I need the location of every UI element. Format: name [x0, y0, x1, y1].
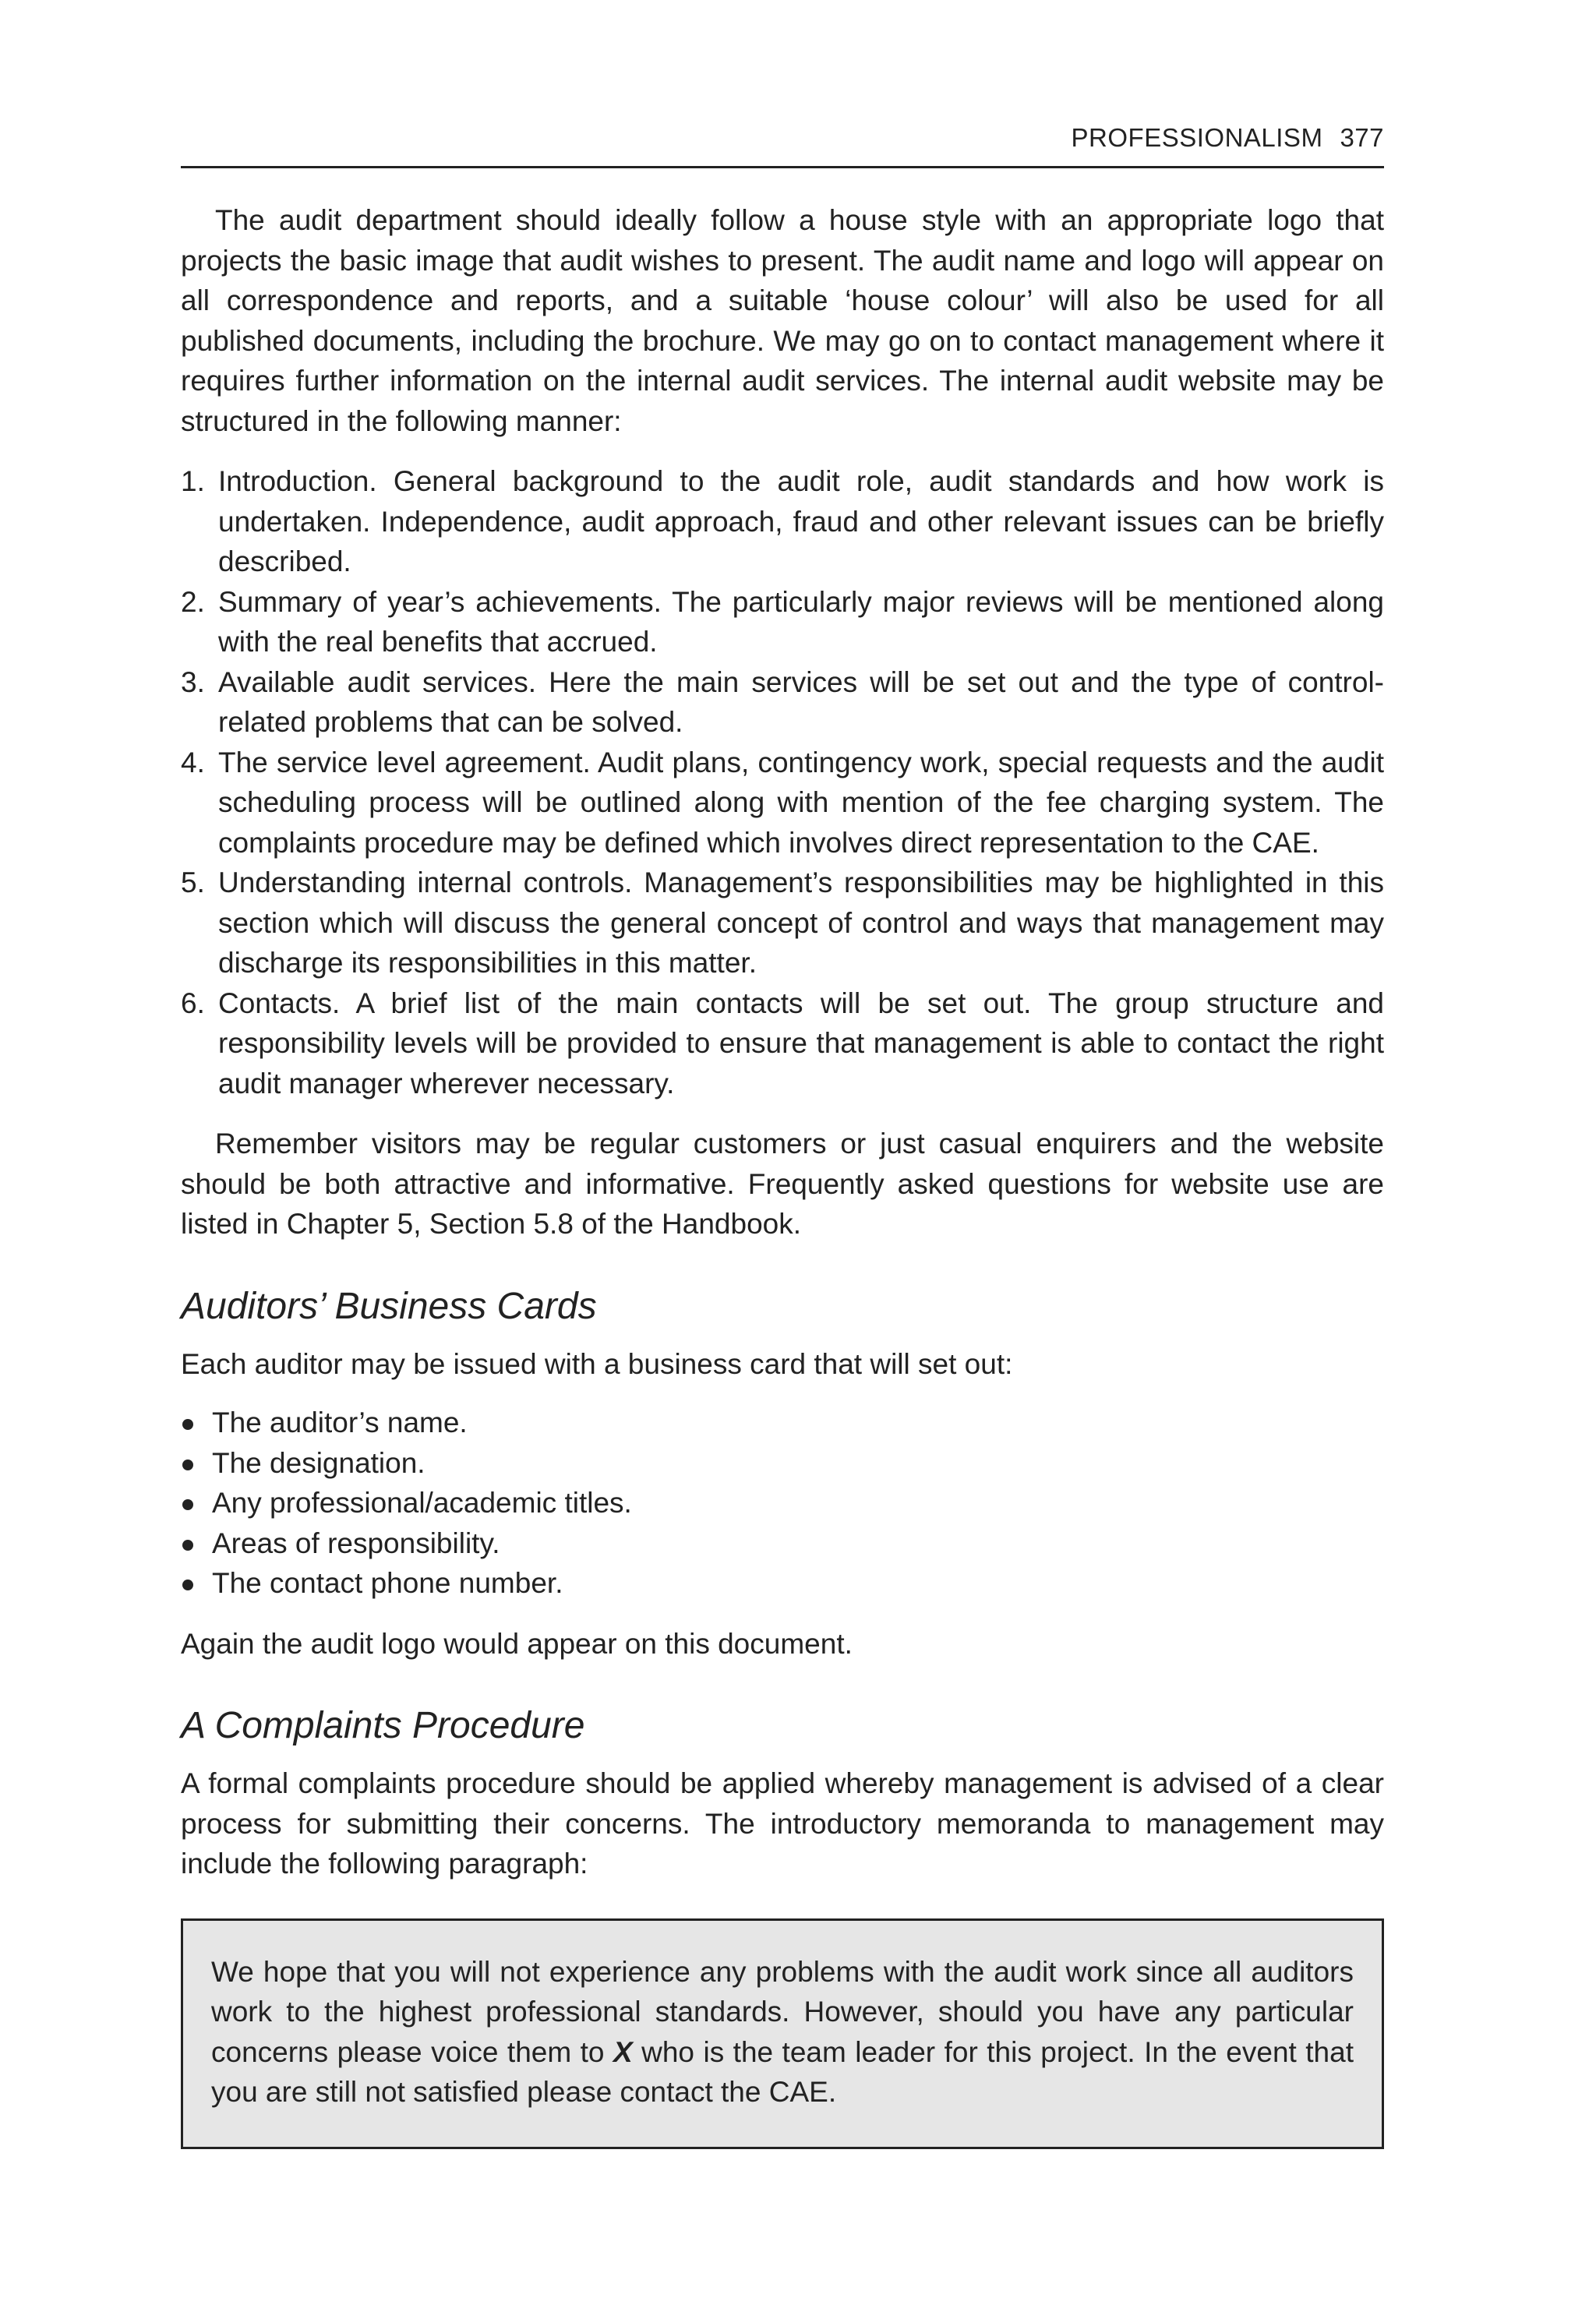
list-number: 6.	[181, 987, 205, 1019]
bullet-text: Any professional/academic titles.	[212, 1487, 632, 1519]
sample-text-end: who is the team leader for this project. In the event that you are still not satisfied please contact the CAE.	[211, 2035, 1354, 2108]
list-item-text: Contacts. A brief list of the main contacts will be set out. The group structure and responsibility levels will be provided to ensure that management is able to contact the right audit manager wherever necessary.	[218, 987, 1384, 1099]
bullet-text: Areas of responsibility.	[212, 1527, 500, 1559]
list-number: 2.	[181, 585, 205, 618]
bullet-text: The designation.	[212, 1446, 425, 1479]
bullet-icon	[182, 1419, 193, 1430]
bullet-icon	[182, 1460, 193, 1470]
list-item-text: Available audit services. Here the main services will be set out and the type of control-related problems that can be solved.	[218, 665, 1384, 738]
bullet-item	[181, 1523, 1384, 1564]
running-header	[1072, 123, 1384, 153]
list-item	[181, 743, 1384, 863]
bullet-item	[181, 1403, 1384, 1443]
list-number: 3.	[181, 665, 205, 698]
business-cards-heading: Auditors’ Business Cards	[181, 1285, 597, 1327]
list-item-text: Introduction. General background to the audit role, audit standards and how work is undertaken. Independence, audit approach, fraud and other relevant issues can be briefly described.	[218, 465, 1384, 577]
list-item	[181, 662, 1384, 743]
list-item	[181, 582, 1384, 662]
running-title: PROFESSIONALISM	[1071, 123, 1323, 152]
bullet-text: The auditor’s name.	[212, 1407, 468, 1438]
intro-paragraph: The audit department should ideally follow a house style with an appropriate logo that projects the basic image that audit wishes to present. The audit name and logo will appear on all correspondence and reports, and a suitable ‘house colour’ will also be used for all published documents, including the brochure. We may go on to contact management where it requires further information on the internal audit services. The internal audit website may be structured in the following manner:	[181, 204, 1384, 437]
list-item-text: The service level agreement. Audit plans, contingency work, special requests and the audit scheduling process will be outlined along with mention of the fee charging system. The complaints procedure may be defined which involves direct representation to the CAE.	[218, 746, 1384, 859]
list-item-text: Summary of year’s achievements. The particularly major reviews will be mentioned along with the real benefits that accrued.	[218, 585, 1384, 658]
complaints-intro: A formal complaints procedure should be applied whereby management is advised of a clear process for submitting their concerns. The introductory memoranda to management may include the following paragraph:	[181, 1767, 1384, 1880]
complaints-heading: A Complaints Procedure	[181, 1705, 585, 1746]
bullet-item	[181, 1483, 1384, 1523]
sample-paragraph-box	[181, 1918, 1384, 2149]
business-cards-intro: Each auditor may be issued with a business card that will set out:	[181, 1347, 1013, 1380]
list-item	[181, 983, 1384, 1104]
header-rule	[181, 166, 1384, 168]
list-number: 1.	[181, 465, 205, 497]
bullet-item	[181, 1563, 1384, 1604]
bullet-icon	[182, 1540, 193, 1551]
list-item	[181, 461, 1384, 582]
sample-paragraph	[211, 1952, 1354, 2113]
business-cards-closing: Again the audit logo would appear on this document.	[181, 1627, 853, 1660]
list-number: 5.	[181, 867, 205, 898]
visitors-paragraph: Remember visitors may be regular customers or just casual enquirers and the website should be both attractive and informative. Frequently asked questions for website use are listed in Chapter 5, Section 5.8 of the Handbook.	[181, 1128, 1384, 1240]
bullet-icon	[182, 1499, 193, 1510]
bullet-item	[181, 1443, 1384, 1484]
bullet-text: The contact phone number.	[212, 1567, 563, 1599]
page-number: 377	[1340, 123, 1384, 152]
website-structure-list	[181, 461, 1384, 1103]
business-card-fields-list	[181, 1403, 1384, 1604]
sample-text-start: We hope that you will not experience any problems with the audit work since all auditors work to the highest professional standards. However, should you have any particular concerns please voice them to	[211, 1955, 1354, 2068]
list-item	[181, 863, 1384, 983]
bullet-icon	[182, 1580, 193, 1590]
team-leader-placeholder: X	[613, 2035, 633, 2068]
page-body	[181, 200, 1384, 2149]
list-item-text: Understanding internal controls. Management’s responsibilities may be highlighted in this section which will discuss the general concept of control and ways that management may discharge its responsibilities in this matter.	[218, 867, 1384, 979]
list-number: 4.	[181, 746, 205, 778]
